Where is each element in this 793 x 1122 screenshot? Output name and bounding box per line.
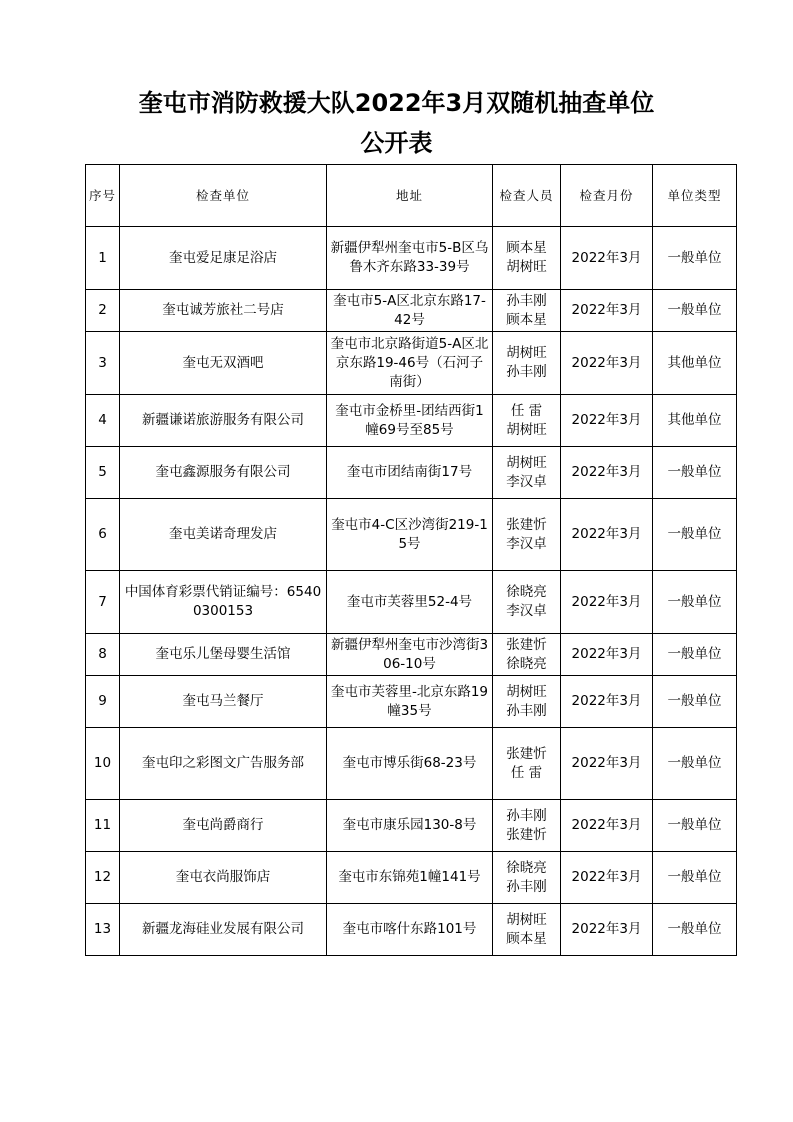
unit-name: 奎屯美诺奇理发店 [120,499,327,571]
inspection-month: 2022年3月 [561,728,653,800]
unit-address: 新疆伊犁州奎屯市沙湾街306-10号 [327,634,493,676]
unit-address: 奎屯市喀什东路101号 [327,904,493,956]
inspector-name: 胡树旺 [506,911,547,928]
unit-type: 一般单位 [653,227,737,290]
inspector-name: 孙丰刚 [506,702,547,719]
unit-address: 奎屯市金桥里-团结西街1幢69号至85号 [327,395,493,447]
header-type: 单位类型 [653,165,737,227]
header-index: 序号 [86,165,120,227]
inspection-month: 2022年3月 [561,676,653,728]
table-row [86,676,737,728]
header-address: 地址 [327,165,493,227]
header-unit: 检查单位 [120,165,327,227]
unit-name: 奎屯马兰餐厅 [120,676,327,728]
inspector-name: 徐晓亮 [506,655,547,672]
table-row [86,332,737,395]
inspector-name: 胡树旺 [506,454,547,471]
inspection-month: 2022年3月 [561,332,653,395]
inspector-name: 胡树旺 [506,259,547,275]
inspector-name: 胡树旺 [506,345,547,361]
row-index: 7 [86,571,120,634]
unit-name: 新疆龙海硅业发展有限公司 [120,904,327,956]
row-index: 9 [86,676,120,728]
inspector-name: 胡树旺 [506,683,547,700]
inspectors [493,728,561,800]
inspector-name: 顾本星 [506,930,547,947]
inspector-name: 任 雷 [510,764,543,781]
inspector-name: 顾本星 [506,240,547,256]
table-row [86,290,737,332]
unit-type: 其他单位 [653,332,737,395]
inspector-name: 胡树旺 [506,421,547,438]
unit-type: 一般单位 [653,571,737,634]
table-row [86,571,737,634]
unit-name: 奎屯衣尚服饰店 [120,852,327,904]
table-row [86,395,737,447]
row-index: 13 [86,904,120,956]
table-row [86,634,737,676]
unit-type: 一般单位 [653,800,737,852]
inspectors [493,852,561,904]
unit-type: 一般单位 [653,904,737,956]
inspectors [493,447,561,499]
header-inspectors: 检查人员 [493,165,561,227]
inspection-month: 2022年3月 [561,290,653,332]
inspection-month: 2022年3月 [561,447,653,499]
table-row [86,447,737,499]
unit-address: 奎屯市北京路街道5-A区北京东路19-46号（石河子南街） [327,332,493,395]
inspector-name: 李汉卓 [506,603,547,619]
inspectors [493,395,561,447]
unit-address: 奎屯市芙蓉里-北京东路19幢35号 [327,676,493,728]
inspector-name: 李汉卓 [506,473,547,490]
inspector-name: 张建忻 [506,636,547,653]
row-index: 2 [86,290,120,332]
table-row [86,800,737,852]
inspection-month: 2022年3月 [561,800,653,852]
unit-name: 奎屯乐儿堡母婴生活馆 [120,634,327,676]
inspectors [493,571,561,634]
inspection-month: 2022年3月 [561,571,653,634]
inspectors [493,499,561,571]
inspectors [493,634,561,676]
unit-name: 奎屯印之彩图文广告服务部 [120,728,327,800]
inspector-name: 张建忻 [506,826,547,843]
row-index: 6 [86,499,120,571]
inspector-name: 徐晓亮 [506,584,547,600]
row-index: 11 [86,800,120,852]
unit-name: 奎屯无双酒吧 [120,332,327,395]
table-row [86,728,737,800]
inspection-month: 2022年3月 [561,227,653,290]
unit-type: 一般单位 [653,676,737,728]
unit-name: 奎屯鑫源服务有限公司 [120,447,327,499]
unit-address: 奎屯市东锦苑1幢141号 [327,852,493,904]
inspectors [493,290,561,332]
table-row [86,852,737,904]
unit-type: 一般单位 [653,634,737,676]
unit-type: 其他单位 [653,395,737,447]
inspector-name: 徐晓亮 [506,859,547,876]
unit-name: 新疆谦诺旅游服务有限公司 [120,395,327,447]
table-row [86,499,737,571]
unit-type: 一般单位 [653,447,737,499]
inspection-month: 2022年3月 [561,634,653,676]
unit-name: 奎屯尚爵商行 [120,800,327,852]
table-body [86,227,737,956]
unit-address: 奎屯市博乐街68-23号 [327,728,493,800]
inspectors [493,676,561,728]
table-row [86,227,737,290]
row-index: 10 [86,728,120,800]
inspector-name: 张建忻 [506,745,547,762]
inspector-name: 孙丰刚 [506,807,547,824]
unit-type: 一般单位 [653,852,737,904]
unit-name: 中国体育彩票代销证编号：65400300153 [120,571,327,634]
page-subtitle: 公开表 [360,129,433,157]
unit-address: 奎屯市5-A区北京东路17-42号 [327,290,493,332]
unit-name: 奎屯爱足康足浴店 [120,227,327,290]
unit-type: 一般单位 [653,728,737,800]
inspectors [493,332,561,395]
inspection-table [85,164,737,956]
table-header-row [86,165,737,227]
unit-address: 奎屯市康乐园130-8号 [327,800,493,852]
inspector-name: 李汉卓 [506,535,547,552]
inspector-name: 任 雷 [510,402,543,419]
row-index: 8 [86,634,120,676]
header-month: 检查月份 [561,165,653,227]
unit-address: 新疆伊犁州奎屯市5-B区乌鲁木齐东路33-39号 [327,227,493,290]
row-index: 12 [86,852,120,904]
inspectors [493,227,561,290]
row-index: 3 [86,332,120,395]
row-index: 5 [86,447,120,499]
row-index: 1 [86,227,120,290]
unit-name: 奎屯诚芳旅社二号店 [120,290,327,332]
unit-address: 奎屯市芙蓉里52-4号 [327,571,493,634]
inspector-name: 孙丰刚 [506,364,547,380]
unit-type: 一般单位 [653,499,737,571]
inspection-month: 2022年3月 [561,499,653,571]
inspection-month: 2022年3月 [561,904,653,956]
unit-type: 一般单位 [653,290,737,332]
inspector-name: 孙丰刚 [506,292,547,309]
unit-address: 奎屯市团结南街17号 [327,447,493,499]
inspector-name: 张建忻 [506,516,547,533]
page-title: 奎屯市消防救援大队2022年3月双随机抽查单位 [138,89,655,117]
row-index: 4 [86,395,120,447]
inspection-month: 2022年3月 [561,852,653,904]
inspectors [493,800,561,852]
inspection-month: 2022年3月 [561,395,653,447]
table-row [86,904,737,956]
inspector-name: 顾本星 [506,311,547,328]
inspector-name: 孙丰刚 [506,878,547,895]
unit-address: 奎屯市4-C区沙湾街219-15号 [327,499,493,571]
inspectors [493,904,561,956]
